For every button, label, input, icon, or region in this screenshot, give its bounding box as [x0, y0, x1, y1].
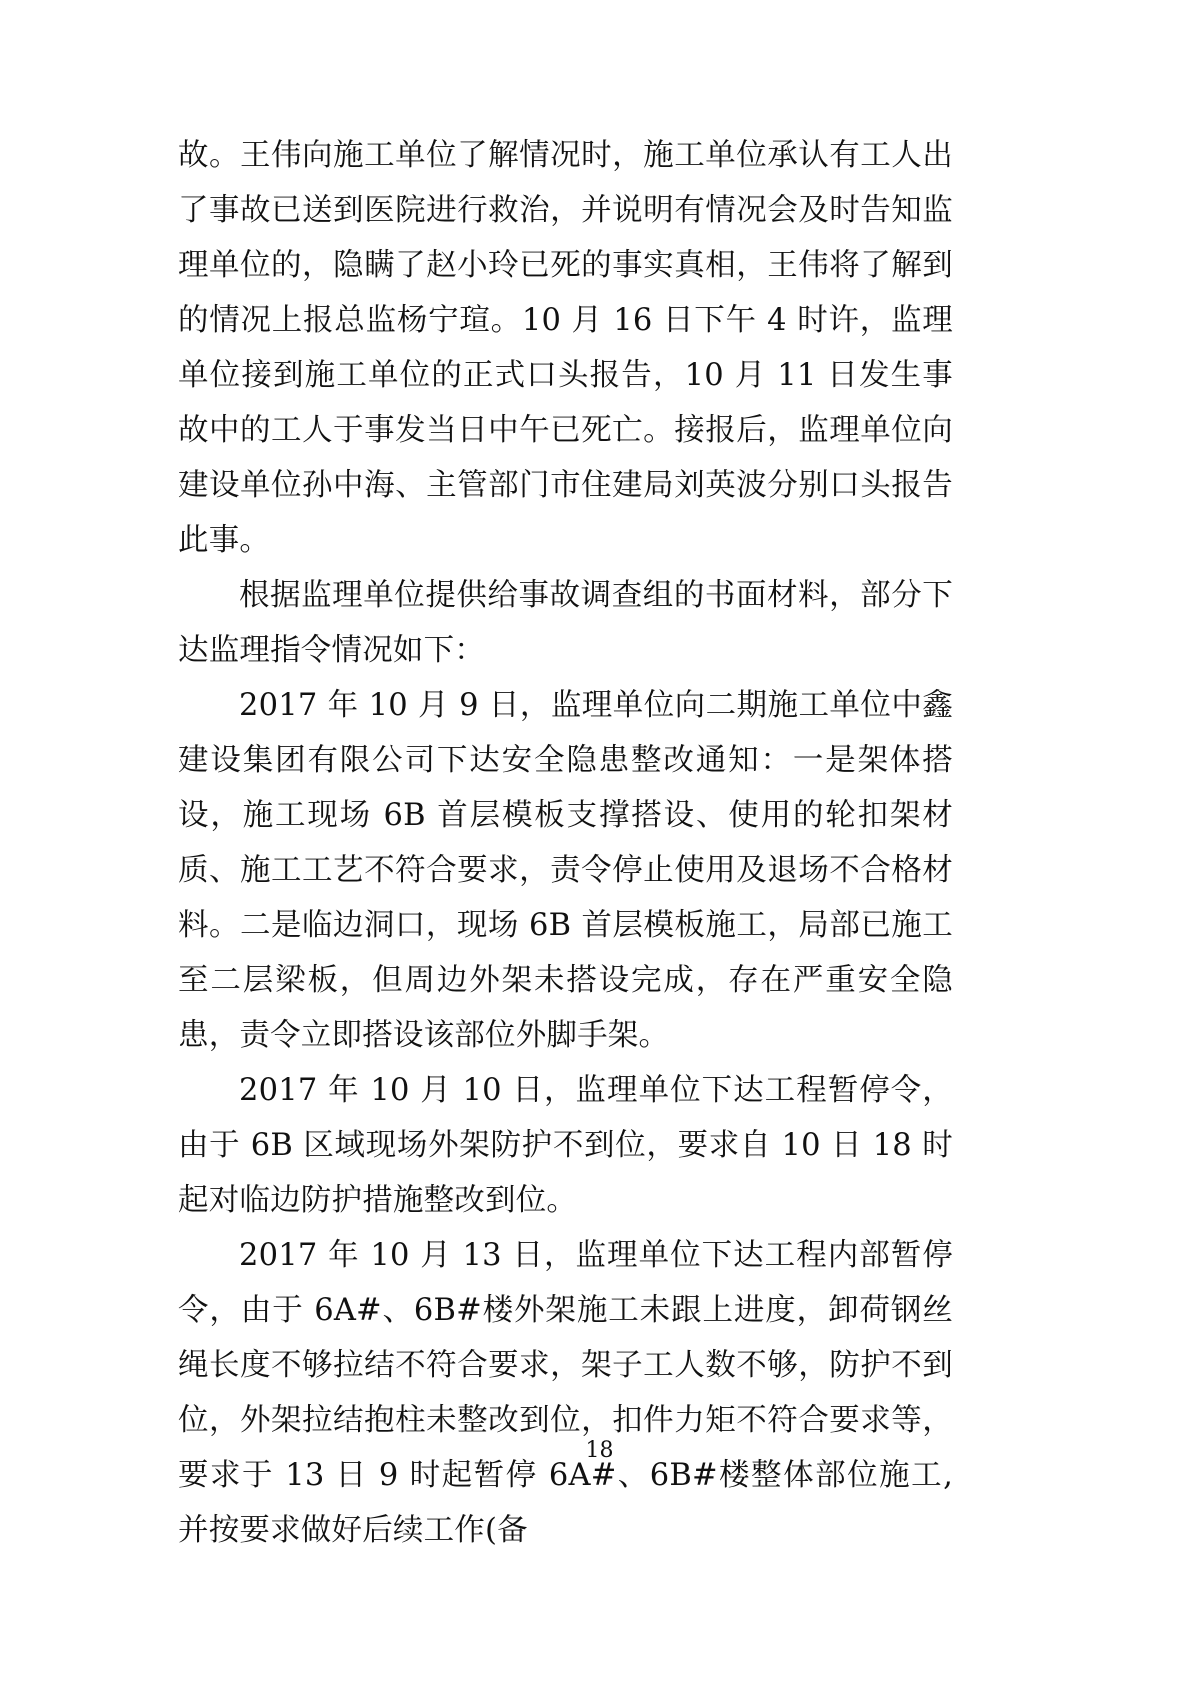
paragraph-3: 2017 年 10 月 9 日，监理单位向二期施工单位中鑫建设集团有限公司下达安全隐患整改通知：一是架体搭设，施工现场 6B 首层模板支撑搭设、使用的轮扣架材质、施工工艺不符合要求，责令停止使用及退场不合格材料。二是临边洞口，现场 6B 首层模板施工，局部已施工至二层梁板，但周边外架未搭设完成，存在严重安全隐患，责令立即搭设该部位外脚手架。	[178, 688, 954, 1053]
page-body-text	[178, 128, 953, 1558]
paragraph-2: 根据监理单位提供给事故调查组的书面材料，部分下达监理指令情况如下：	[178, 578, 953, 668]
page-number: 18	[585, 1438, 614, 1463]
paragraph-5: 2017 年 10 月 13 日，监理单位下达工程内部暂停令，由于 6A#、6B#楼外架施工未跟上进度，卸荷钢丝绳长度不够拉结不符合要求，架子工人数不够，防护不到位，外架拉结抱柱未整改到位，扣件力矩不符合要求等，要求于 13 日 9 时起暂停 6A#、6B#楼整体部位施工,并按要求做好后续工作(备	[178, 1238, 953, 1548]
paragraph-4: 2017 年 10 月 10 日，监理单位下达工程暂停令，由于 6B 区域现场外架防护不到位，要求自 10 日 18 时起对临边防护措施整改到位。	[178, 1073, 953, 1218]
paragraph-1: 故。王伟向施工单位了解情况时，施工单位承认有工人出了事故已送到医院进行救治，并说明有情况会及时告知监理单位的，隐瞒了赵小玲已死的事实真相，王伟将了解到的情况上报总监杨宁瑄。10 月 16 日下午 4 时许，监理单位接到施工单位的正式口头报告，10 月 11 日发生事故中的工人于事发当日中午已死亡。接报后，监理单位向建设单位孙中海、主管部门市住建局刘英波分别口头报告此事。	[178, 138, 953, 558]
